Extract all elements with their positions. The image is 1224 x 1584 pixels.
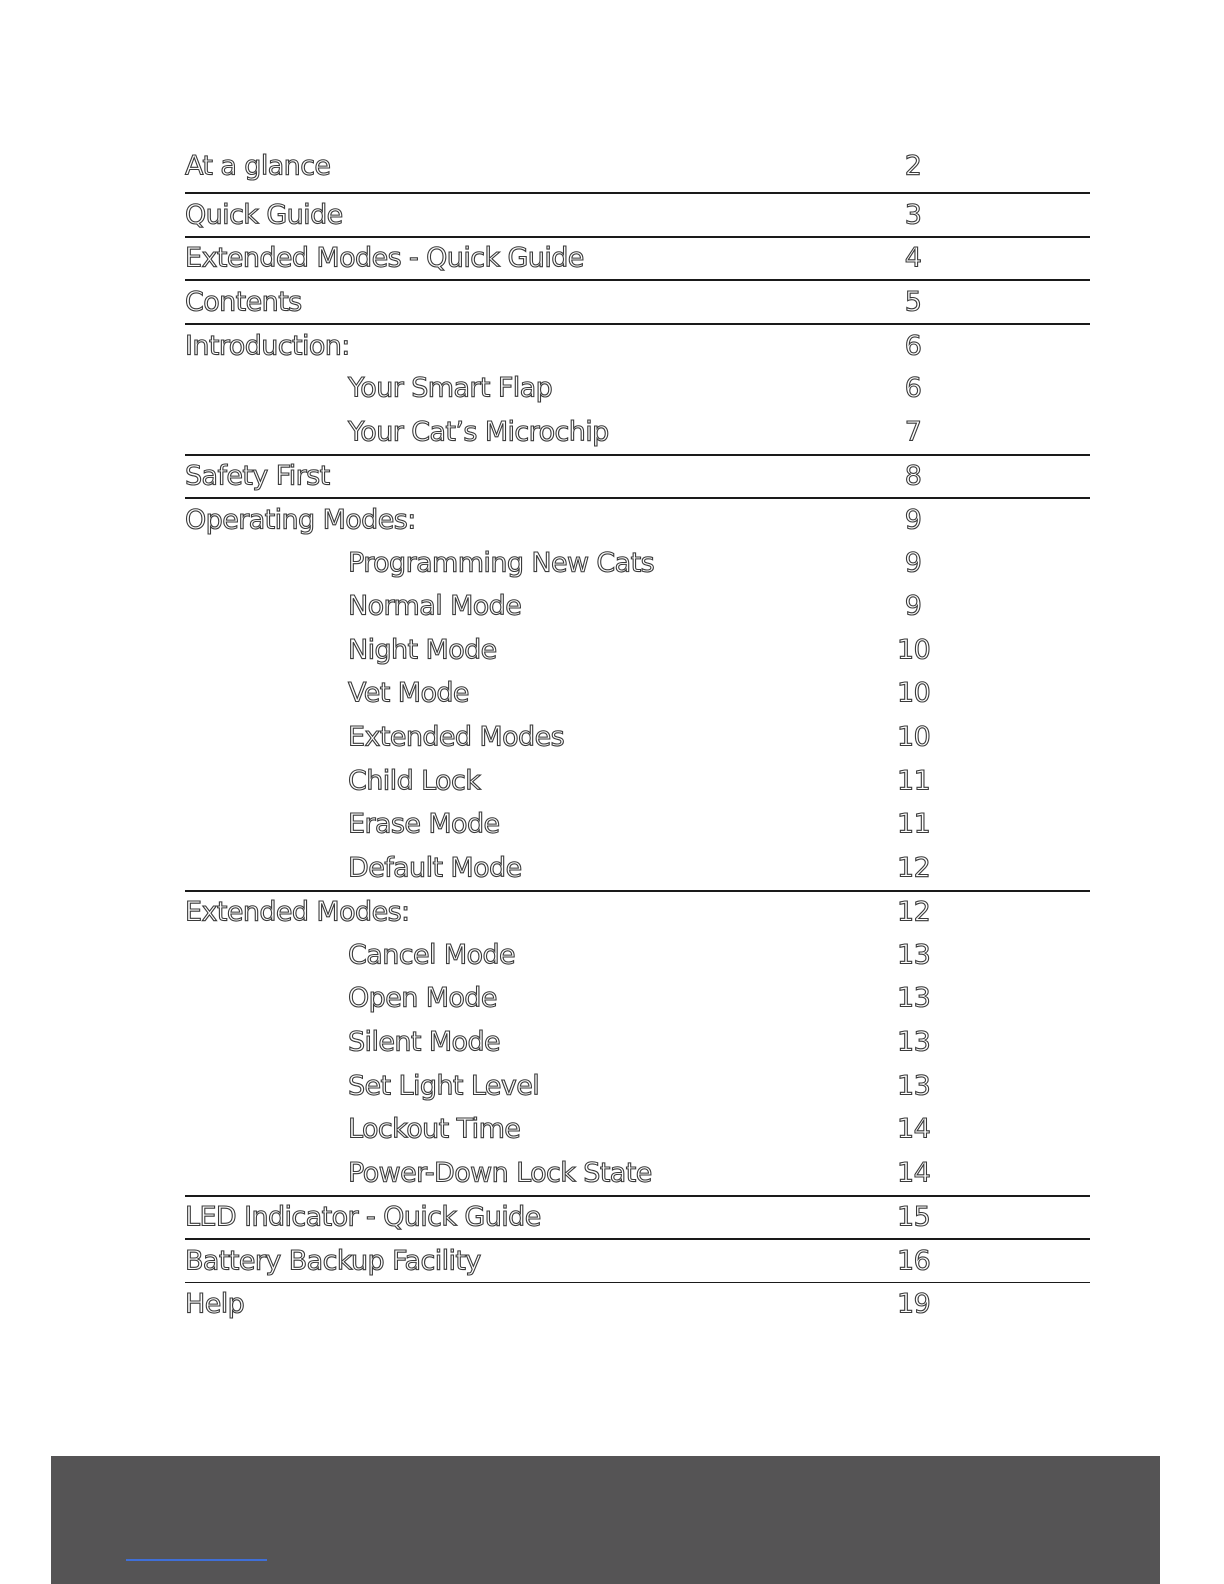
toc-entry-title: Erase Mode (348, 808, 500, 840)
toc-entry-title: Extended Modes (348, 721, 565, 753)
toc-entry-set-light-level[interactable] (185, 1064, 1090, 1108)
toc-entry-page: 12 (897, 852, 931, 884)
toc-entry-silent-mode[interactable] (185, 1020, 1090, 1064)
toc-entry-page: 9 (904, 590, 922, 622)
toc-entry-page: 6 (904, 330, 922, 362)
toc-entry-extended-modes[interactable] (185, 715, 1090, 759)
toc-entry-page: 19 (897, 1288, 931, 1320)
toc-entry-operating-modes[interactable] (185, 497, 1090, 541)
toc-entry-title: Set Light Level (348, 1070, 540, 1102)
toc-entry-vet-mode[interactable] (185, 672, 1090, 716)
toc-entry-title: Help (185, 1288, 245, 1320)
toc-entry-page: 9 (904, 504, 922, 536)
toc-entry-page: 7 (904, 416, 922, 448)
toc-entry-quick-guide[interactable] (185, 192, 1090, 236)
toc-entry-page: 10 (897, 634, 931, 666)
toc-entry-title: Silent Mode (348, 1026, 500, 1058)
toc-entry-page: 9 (904, 547, 922, 579)
toc-entry-page: 5 (904, 286, 922, 318)
toc-entry-battery-backup-facility[interactable] (185, 1238, 1090, 1282)
toc-entry-title: At a glance (185, 150, 331, 181)
toc-entry-title: Extended Modes - Quick Guide (185, 242, 584, 274)
toc-entry-title: Your Smart Flap (348, 372, 553, 404)
toc-entry-your-cats-microchip[interactable] (185, 410, 1090, 454)
toc-entry-title: Vet Mode (348, 677, 469, 709)
footer-link-underline[interactable] (126, 1559, 267, 1561)
toc-entry-title: Lockout Time (348, 1113, 521, 1145)
toc-entry-led-indicator-quick-guide[interactable] (185, 1195, 1090, 1239)
toc-entry-default-mode[interactable] (185, 846, 1090, 890)
toc-entry-title: LED Indicator - Quick Guide (185, 1201, 541, 1233)
toc-entry-title: Child Lock (348, 765, 481, 797)
toc-entry-title: Normal Mode (348, 590, 522, 622)
toc-entry-erase-mode[interactable] (185, 802, 1090, 846)
toc-entry-page: 10 (897, 677, 931, 709)
toc-entry-page: 13 (897, 982, 931, 1014)
toc-entry-page: 10 (897, 721, 931, 753)
toc-entry-page: 15 (897, 1201, 931, 1233)
toc-entry-title: Safety First (185, 460, 330, 492)
table-of-contents (185, 139, 1090, 1325)
toc-entry-extended-modes-section[interactable] (185, 890, 1090, 934)
toc-entry-title: Open Mode (348, 982, 497, 1014)
toc-entry-page: 16 (897, 1245, 931, 1277)
toc-entry-page: 6 (904, 372, 922, 404)
toc-entry-introduction[interactable] (185, 323, 1090, 367)
toc-entry-power-down-lock-state[interactable] (185, 1151, 1090, 1195)
toc-entry-extended-modes-quick-guide[interactable] (185, 236, 1090, 280)
toc-entry-title: Power-Down Lock State (348, 1157, 652, 1189)
toc-entry-title: Extended Modes: (185, 896, 410, 928)
toc-entry-title: Cancel Mode (348, 939, 516, 971)
toc-entry-your-smart-flap[interactable] (185, 366, 1090, 410)
toc-entry-page: 11 (897, 765, 931, 797)
toc-entry-lockout-time[interactable] (185, 1107, 1090, 1151)
toc-entry-cancel-mode[interactable] (185, 933, 1090, 977)
toc-entry-title: Introduction: (185, 330, 350, 362)
toc-entry-child-lock[interactable] (185, 759, 1090, 803)
toc-entry-contents[interactable] (185, 279, 1090, 323)
toc-entry-title: Battery Backup Facility (185, 1245, 481, 1277)
toc-entry-title: Your Cat’s Microchip (348, 416, 609, 448)
toc-entry-page: 8 (904, 460, 922, 492)
toc-entry-page: 13 (897, 1026, 931, 1058)
toc-entry-page: 13 (897, 939, 931, 971)
toc-entry-page: 13 (897, 1070, 931, 1102)
toc-entry-at-a-glance[interactable] (185, 139, 1090, 192)
toc-entry-page: 14 (897, 1157, 931, 1189)
toc-entry-page: 14 (897, 1113, 931, 1145)
toc-entry-open-mode[interactable] (185, 977, 1090, 1021)
toc-entry-normal-mode[interactable] (185, 584, 1090, 628)
toc-entry-title: Night Mode (348, 634, 497, 666)
toc-entry-title: Contents (185, 286, 302, 318)
toc-entry-title: Programming New Cats (348, 547, 655, 579)
toc-entry-title: Quick Guide (185, 199, 343, 231)
footer-band (51, 1456, 1160, 1584)
toc-entry-title: Operating Modes: (185, 504, 416, 536)
toc-entry-page: 12 (897, 896, 931, 928)
toc-entry-title: Default Mode (348, 852, 522, 884)
toc-entry-safety-first[interactable] (185, 454, 1090, 498)
toc-entry-page: 11 (897, 808, 931, 840)
toc-entry-page: 2 (904, 150, 922, 181)
toc-entry-night-mode[interactable] (185, 628, 1090, 672)
toc-entry-page: 4 (904, 242, 922, 274)
toc-entry-programming-new-cats[interactable] (185, 541, 1090, 585)
toc-entry-help[interactable] (185, 1282, 1090, 1326)
toc-entry-page: 3 (904, 199, 922, 231)
